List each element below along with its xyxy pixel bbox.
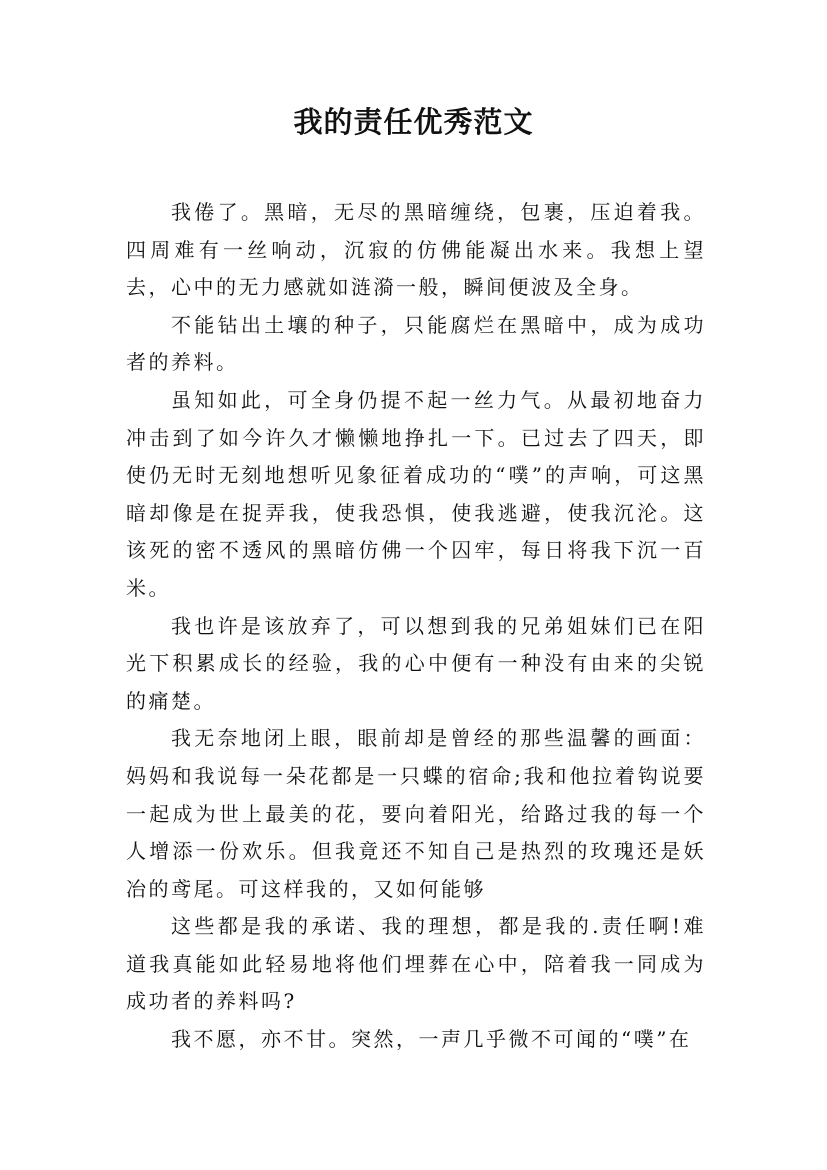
paragraph: 不能钻出土壤的种子，只能腐烂在黑暗中，成为成功者的养料。 — [126, 312, 706, 375]
paragraph: 我不愿，亦不甘。突然，一声几乎微不可闻的“噗”在 — [171, 1027, 692, 1052]
paragraph: 我倦了。黑暗，无尽的黑暗缠绕，包裹，压迫着我。四周难有一丝响动，沉寂的仿佛能凝出水来。我想上望去，心中的无力感就如涟漪一般，瞬间便波及全身。 — [126, 200, 706, 300]
document-title: 我的责任优秀范文 — [293, 105, 534, 139]
paragraph: 虽知如此，可全身仍提不起一丝力气。从最初地奋力冲击到了如今许久才懒懒地挣扎一下。已过去了四天，即使仍无时无刻地想听见象征着成功的“噗”的声响，可这黑暗却像是在捉弄我，使我恐惧，使我逃避，使我沉沦。这该死的密不透风的黑暗仿佛一个囚牢，每日将我下沉一百米。 — [126, 387, 706, 600]
document-body — [126, 194, 706, 1059]
paragraph: 我也许是该放弃了，可以想到我的兄弟姐妹们已在阳光下积累成长的经验，我的心中便有一种没有由来的尖锐的痛楚。 — [126, 613, 706, 713]
paragraph: 这些都是我的承诺、我的理想，都是我的.责任啊!难道我真能如此轻易地将他们埋葬在心中，陪着我一同成为成功者的养料吗? — [126, 914, 706, 1014]
paragraph: 我无奈地闭上眼，眼前却是曾经的那些温馨的画面：妈妈和我说每一朵花都是一只蝶的宿命;我和他拉着钩说要一起成为世上最美的花，要向着阳光，给路过我的每一个人增添一份欢乐。但我竟还不知自己是热烈的玫瑰还是妖冶的鸢尾。可这样我的，又如何能够 — [126, 726, 706, 901]
